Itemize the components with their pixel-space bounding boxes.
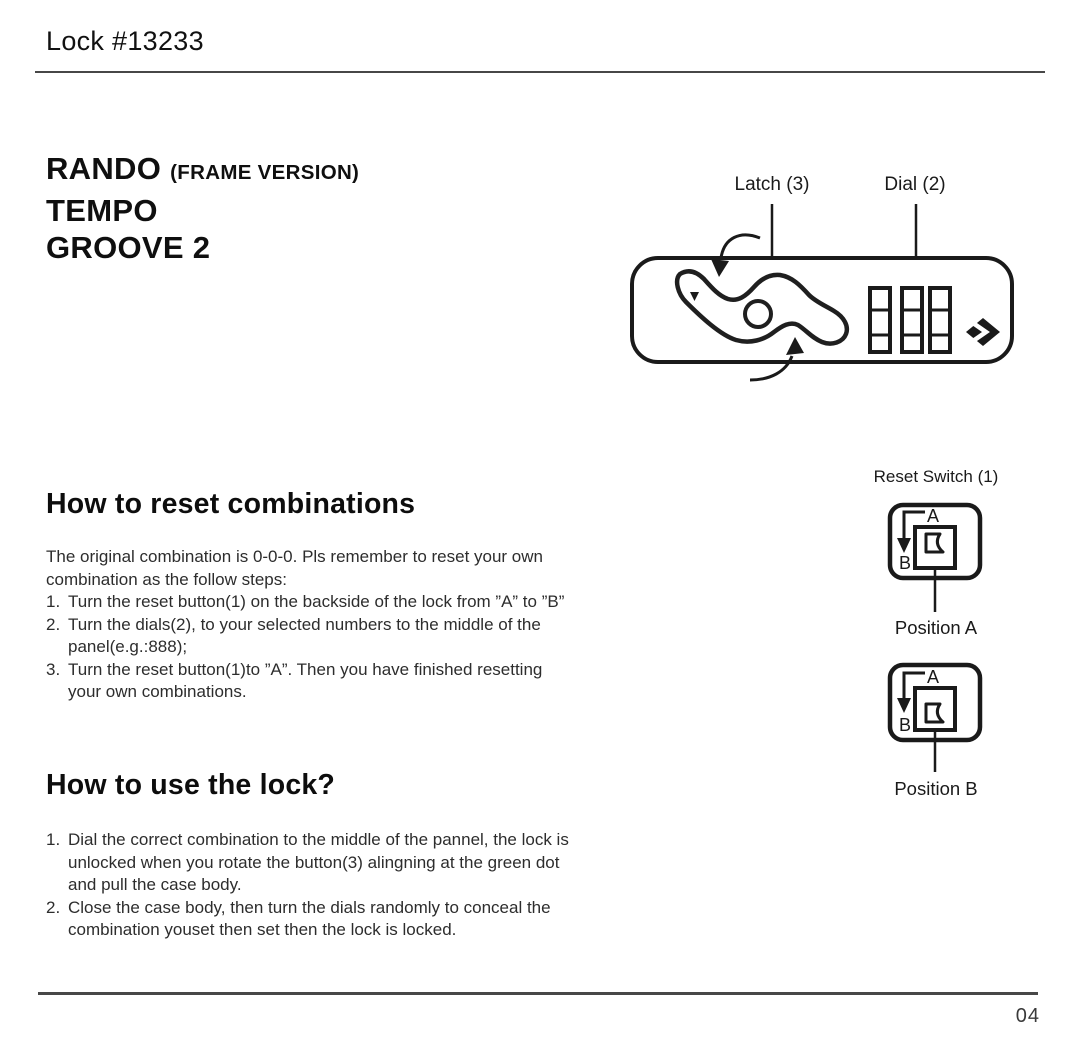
- step-text: unlocked when you rotate the button(3) alingning at the green dot: [68, 852, 560, 872]
- top-divider: [35, 71, 1045, 73]
- step-text: panel(e.g.:888);: [68, 637, 188, 656]
- switch-position-a: [890, 505, 980, 638]
- step-number: 3.: [46, 659, 61, 679]
- switch-letter-a: A: [926, 667, 940, 687]
- latch-label: Latch (3): [734, 174, 810, 195]
- step-text: Dial the correct combination to the middle of the pannel, the lock is: [68, 830, 569, 849]
- list-item: [46, 897, 658, 942]
- list-item: [46, 591, 658, 614]
- product-name: RANDO: [46, 151, 162, 186]
- product-variant: (FRAME VERSION): [170, 161, 360, 184]
- page-number: 04: [1015, 1005, 1040, 1027]
- step-text: Turn the reset button(1)to ”A”. Then you have finished resetting: [68, 659, 543, 679]
- product-line-2: TEMPO: [46, 192, 158, 228]
- position-b-caption: Position B: [894, 778, 978, 799]
- step-number: 2.: [46, 897, 61, 917]
- step-text: combination youset then set then the lock is locked.: [68, 920, 457, 939]
- step-text: Turn the dials(2), to your selected numbers to the middle of the: [68, 614, 541, 634]
- step-text: your own combinations.: [68, 682, 247, 701]
- reset-intro: [46, 546, 658, 591]
- page-title: Lock #13233: [46, 26, 204, 56]
- product-heading: [46, 150, 359, 267]
- list-item: [46, 659, 658, 704]
- reset-switch-diagram: [840, 450, 1020, 810]
- switch-position-b: [890, 665, 980, 799]
- use-section: [46, 768, 658, 942]
- list-item: [46, 829, 658, 897]
- reset-section: [46, 487, 658, 704]
- list-item: [46, 614, 658, 659]
- product-line-3: GROOVE 2: [46, 230, 211, 265]
- step-number: 1.: [46, 592, 61, 611]
- position-a-caption: Position A: [894, 617, 978, 638]
- use-section-heading: How to use the lock?: [46, 769, 336, 801]
- step-text: Close the case body, then turn the dials randomly to conceal the: [68, 897, 551, 917]
- switch-letter-a: A: [926, 506, 940, 526]
- product-line-1: [46, 150, 359, 192]
- intro-line: The original combination is 0-0-0. Pls remember to reset your own: [46, 547, 543, 566]
- step-number: 1.: [46, 830, 61, 849]
- dial-label: Dial (2): [884, 174, 946, 195]
- reset-switch-label: Reset Switch (1): [873, 467, 999, 486]
- step-number: 2.: [46, 614, 61, 634]
- latch-pivot-hole: [745, 301, 771, 327]
- bottom-divider: [38, 992, 1038, 995]
- step-text: and pull the case body.: [68, 875, 242, 894]
- intro-line: combination as the follow steps:: [46, 569, 287, 589]
- step-text: Turn the reset button(1) on the backside of the lock from ”A” to ”B”: [68, 592, 565, 611]
- dial-wheels: [870, 288, 950, 352]
- reset-section-heading: How to reset combinations: [46, 488, 416, 520]
- lock-diagram: [620, 148, 1020, 398]
- switch-letter-b: B: [898, 715, 912, 735]
- switch-letter-b: B: [898, 553, 912, 573]
